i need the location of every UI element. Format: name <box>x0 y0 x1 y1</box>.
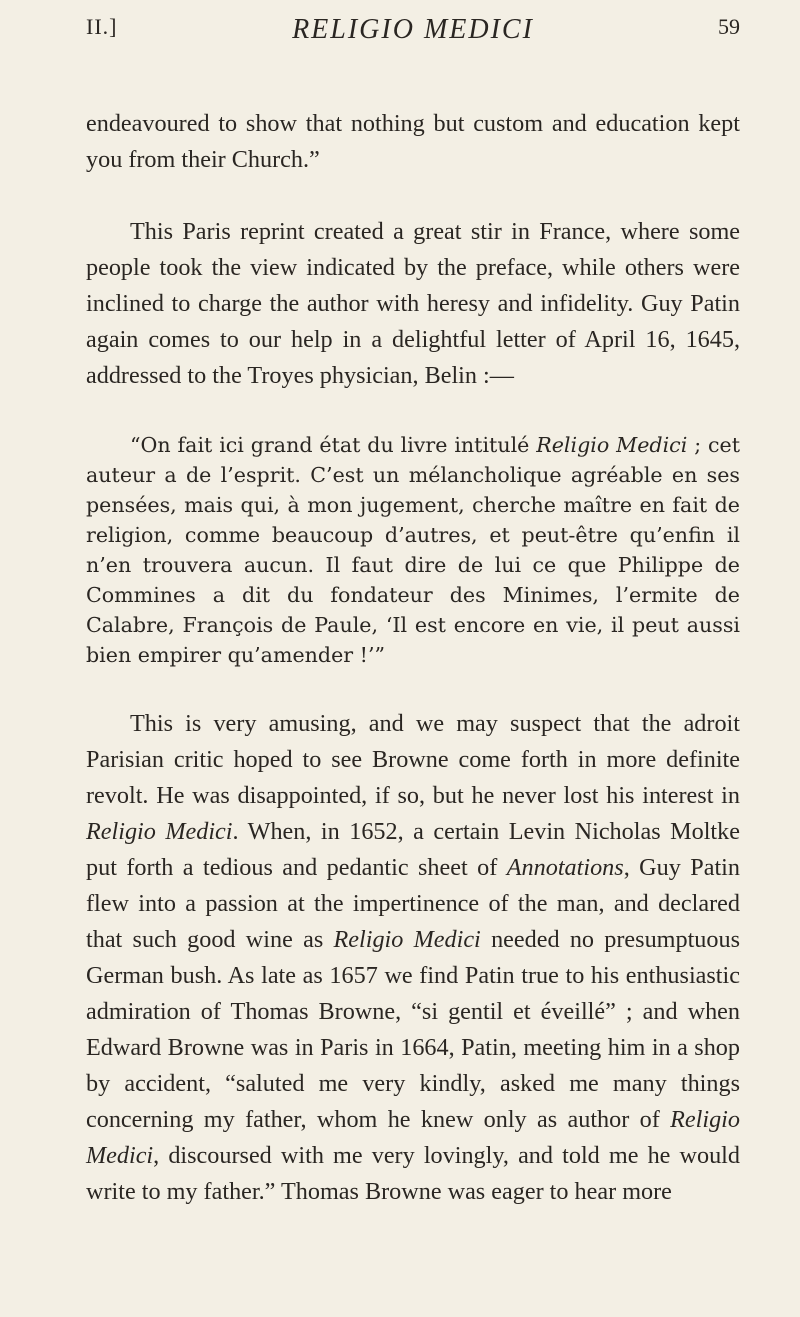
paragraph-text: , Guy Patin flew into a passion at the impertinence of the man, and declared that such good wine as <box>86 854 740 953</box>
paragraph-text: , discoursed with me very lovingly, and told me he would write to my father.” Thomas Browne was eager to hear more <box>86 1142 740 1205</box>
quote-text-start: “On fait ici grand état du livre intitulé <box>130 433 537 457</box>
paragraph-text: This is very amusing, and we may suspect that the adroit Parisian critic hoped to see Browne come forth in more definite revolt. He was disappointed, if so, but he never lost his interest in <box>86 710 740 809</box>
book-title-italic: Religio Medici <box>86 1106 740 1169</box>
running-title: RELIGIO MEDICI <box>292 14 534 45</box>
paragraph-continuation <box>86 106 740 178</box>
paragraph-text: needed no presumptuous German bush. As late as 1657 we find Patin true to his enthusiastic admiration of Thomas Browne, “si gentil et éveillé” ; and when Edward Browne was in Paris in 1664, Patin, meeting him in a shop by accident, “saluted me very kindly, asked me many things concerning my father, whom he knew only as author of <box>86 926 740 1133</box>
paragraph-text: endeavoured to show that nothing but custom and education kept you from their Church.” <box>86 110 740 173</box>
section-number: II.] <box>86 14 118 39</box>
annotations-title-italic: Annotations <box>506 854 624 881</box>
book-title-italic: Religio Medici <box>333 926 481 953</box>
body-text <box>86 106 740 1210</box>
running-head <box>86 14 740 54</box>
page-number: 59 <box>718 14 740 39</box>
paragraph-text: This Paris reprint created a great stir in France, where some people took the view indicated by the preface, while others were inclined to charge the author with heresy and infidelity. Guy Patin again comes to our help in a delightful letter of April 16, 1645, addressed to the Troyes physician, Belin :— <box>86 218 740 389</box>
book-title-italic: Religio Medici <box>86 818 233 845</box>
paragraph-french-quotation <box>86 430 740 670</box>
paragraph-amusing <box>86 706 740 1210</box>
paragraph-paris-reprint <box>86 214 740 394</box>
quote-text-end: ; cet auteur a de l’esprit. C’est un mélancholique agréable en ses pensées, mais qui, à mon jugement, cherche maître en fait de religion, comme beaucoup d’autres, et peut-être qu’enfin il n’en trouvera aucun. Il faut dire de lui ce que Philippe de Commines a dit du fondateur des Minimes, l’ermite de Calabre, François de Paule, ‘Il est encore en vie, il peut aussi bien empirer qu’amender !’” <box>86 433 740 667</box>
paragraph-text: . When, in 1652, a certain Levin Nicholas Moltke put forth a tedious and pedantic sheet of <box>86 818 740 881</box>
book-title-italic: Religio Medici <box>536 433 688 457</box>
